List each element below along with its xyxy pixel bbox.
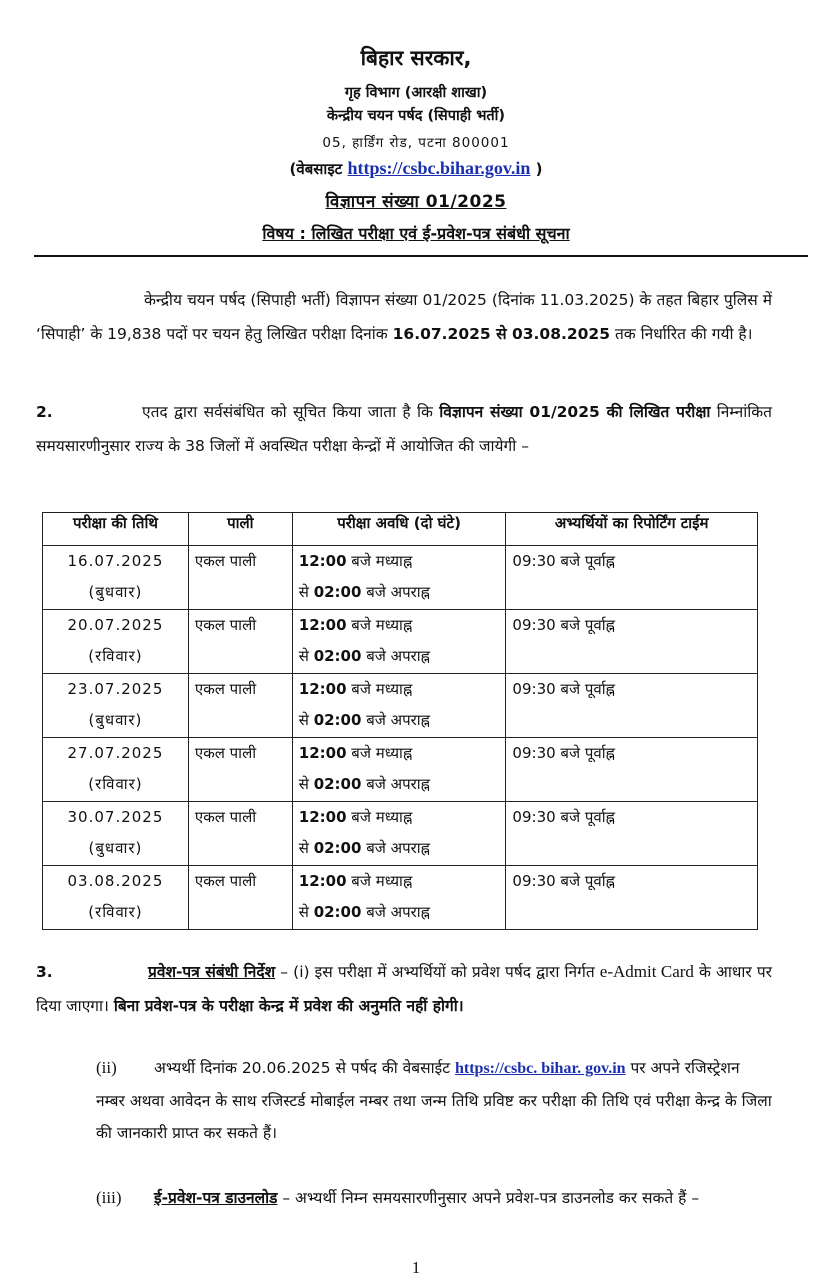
end-time: 02:00 [313,647,362,665]
exam-duration-cell [292,802,506,866]
shift-cell: एकल पाली [188,674,292,738]
subject-line: विषय : लिखित परीक्षा एवं ई-प्रवेश-पत्र संबंधी सूचना [262,224,570,243]
table-header-row [43,513,758,546]
exam-date: 27.07.2025 [67,744,164,762]
department-name: गृह विभाग (आरक्षी शाखा) [344,85,488,101]
start-time-label: बजे मध्याह्न [346,744,413,762]
exam-date-cell [43,546,189,610]
to-word: से [298,839,314,857]
shift-cell: एकल पाली [188,738,292,802]
table-row [43,866,758,930]
start-time-label: बजे मध्याह्न [346,808,413,826]
header-exam-duration: परीक्षा अवधि (दो घंटे) [292,513,506,546]
exam-duration-cell [292,546,506,610]
sub-point-ii [96,1052,772,1149]
shift-cell: एकल पाली [188,866,292,930]
start-time: 12:00 [298,808,347,826]
exam-day: (रविवार) [88,903,143,921]
advertisement-number: विज्ञापन संख्या 01/2025 [325,192,507,212]
to-word: से [298,775,314,793]
sub-iii-marker: (iii) [96,1188,122,1207]
website-suffix: ) [535,160,543,178]
table-row [43,546,758,610]
board-name: केन्द्रीय चयन पर्षद (सिपाही भर्ती) [326,108,506,124]
end-time-label: बजे अपराह्न [361,647,430,665]
exam-day: (बुधवार) [88,583,143,601]
shift-cell: एकल पाली [188,802,292,866]
sub-iii-text: – अभ्यर्थी निम्न समयसारणीनुसार अपने प्रवेश-पत्र डाउनलोड कर सकते हैं – [277,1189,700,1207]
admit-card-download-label: ई-प्रवेश-पत्र डाउनलोड [154,1189,278,1207]
para3-text-b: के आधार पर दिया जाएगा। [36,963,772,1015]
website-prefix: (वेबसाइट [289,160,343,178]
table-row [43,738,758,802]
sub-point-iii [96,1182,772,1214]
para1-text-a: केन्द्रीय चयन पर्षद (सिपाही भर्ती) विज्ञापन संख्या 01/2025 (दिनांक 11.03.2025) के तहत बिहार पुलिस में ‘सिपाही’ के 19,838 पदों पर चयन हेतु लिखित परीक्षा दिनांक [36,291,772,343]
reporting-time-cell: 09:30 बजे पूर्वाह्न [506,674,758,738]
end-time: 02:00 [313,839,362,857]
start-time: 12:00 [298,552,347,570]
para2-number: 2. [36,403,53,421]
para2-text-b: निम्नांकित समयसारणीनुसार राज्य के 38 जिलों में अवस्थित परीक्षा केन्द्रों में आयोजित की जायेगी – [36,403,772,455]
reporting-time-cell: 09:30 बजे पूर्वाह्न [506,802,758,866]
start-time-label: बजे मध्याह्न [346,680,413,698]
para2-bold-text: विज्ञापन संख्या 01/2025 की लिखित परीक्षा [439,403,711,421]
para1-text-b: तक निर्धारित की गयी है। [610,325,753,343]
paragraph-3 [36,955,772,1023]
reporting-time-cell: 09:30 बजे पूर्वाह्न [506,546,758,610]
to-word: से [298,647,314,665]
website-link[interactable]: https://csbc.bihar.gov.in [347,158,531,178]
end-time: 02:00 [313,775,362,793]
exam-date: 23.07.2025 [67,680,164,698]
exam-schedule-table [42,512,758,930]
end-time: 02:00 [313,583,362,601]
exam-date: 30.07.2025 [67,808,164,826]
exam-day: (रविवार) [88,775,143,793]
exam-date-cell [43,610,189,674]
e-admit-card-text: e-Admit Card [599,962,694,981]
para3-warning: बिना प्रवेश-पत्र के परीक्षा केन्द्र में प्रवेश की अनुमति नहीं होगी। [113,997,464,1015]
exam-duration-cell [292,738,506,802]
exam-date-cell [43,738,189,802]
exam-duration-cell [292,866,506,930]
exam-date: 03.08.2025 [67,872,164,890]
exam-day: (बुधवार) [88,839,143,857]
exam-date: 20.07.2025 [67,616,164,634]
sub-ii-text-b: पर अपने रजिस्ट्रेशन नम्बर अथवा आवेदन के साथ रजिस्टर्ड मोबाईल नम्बर तथा जन्म तिथि प्रविष्ट कर परीक्षा की तिथि एवं परीक्षा केन्द्र के जिला की जानकारी प्राप्त कर सकते हैं। [96,1059,772,1142]
exam-date: 16.07.2025 [67,552,164,570]
exam-date-cell [43,802,189,866]
end-time-label: बजे अपराह्न [361,839,430,857]
exam-date-cell [43,866,189,930]
start-time-label: बजे मध्याह्न [346,872,413,890]
exam-day: (रविवार) [88,647,143,665]
table-row [43,610,758,674]
page-number: 1 [411,1258,421,1277]
shift-cell: एकल पाली [188,610,292,674]
header-divider [34,255,808,257]
office-address: 05, हार्डिंग रोड, पटना 800001 [322,135,510,151]
sub-ii-text-a: अभ्यर्थी दिनांक 20.06.2025 से पर्षद की वेबसाईट [154,1059,455,1077]
reporting-time-cell: 09:30 बजे पूर्वाह्न [506,866,758,930]
end-time-label: बजे अपराह्न [361,711,430,729]
header-exam-date: परीक्षा की तिथि [43,513,189,546]
paragraph-2 [36,395,772,463]
para3-number: 3. [36,963,53,981]
header-shift: पाली [188,513,292,546]
to-word: से [298,903,314,921]
end-time: 02:00 [313,903,362,921]
exam-day: (बुधवार) [88,711,143,729]
start-time: 12:00 [298,680,347,698]
shift-cell: एकल पाली [188,546,292,610]
start-time-label: बजे मध्याह्न [346,552,413,570]
end-time-label: बजे अपराह्न [361,775,430,793]
reporting-time-cell: 09:30 बजे पूर्वाह्न [506,610,758,674]
government-title: बिहार सरकार, [360,46,472,70]
csbc-website-link[interactable]: https://csbc. bihar. gov.in [454,1060,626,1077]
start-time-label: बजे मध्याह्न [346,616,413,634]
exam-duration-cell [292,610,506,674]
para1-exam-dates: 16.07.2025 से 03.08.2025 [392,325,611,343]
end-time: 02:00 [313,711,362,729]
start-time: 12:00 [298,616,347,634]
exam-duration-cell [292,674,506,738]
paragraph-1 [36,283,772,351]
to-word: से [298,583,314,601]
to-word: से [298,711,314,729]
reporting-time-cell: 09:30 बजे पूर्वाह्न [506,738,758,802]
end-time-label: बजे अपराह्न [361,903,430,921]
para2-text-a: एतद द्वारा सर्वसंबंधित को सूचित किया जाता है कि [142,403,440,421]
website-line [0,158,832,179]
header-reporting-time: अभ्यर्थियों का रिपोर्टिंग टाईम [506,513,758,546]
exam-date-cell [43,674,189,738]
sub-ii-marker: (ii) [96,1058,117,1077]
start-time: 12:00 [298,744,347,762]
para3-text-a: – (i) इस परीक्षा में अभ्यर्थियों को प्रवेश पर्षद द्वारा निर्गत [275,963,600,981]
end-time-label: बजे अपराह्न [361,583,430,601]
admit-card-instructions-label: प्रवेश-पत्र संबंधी निर्देश [148,963,276,981]
start-time: 12:00 [298,872,347,890]
table-row [43,674,758,738]
table-row [43,802,758,866]
